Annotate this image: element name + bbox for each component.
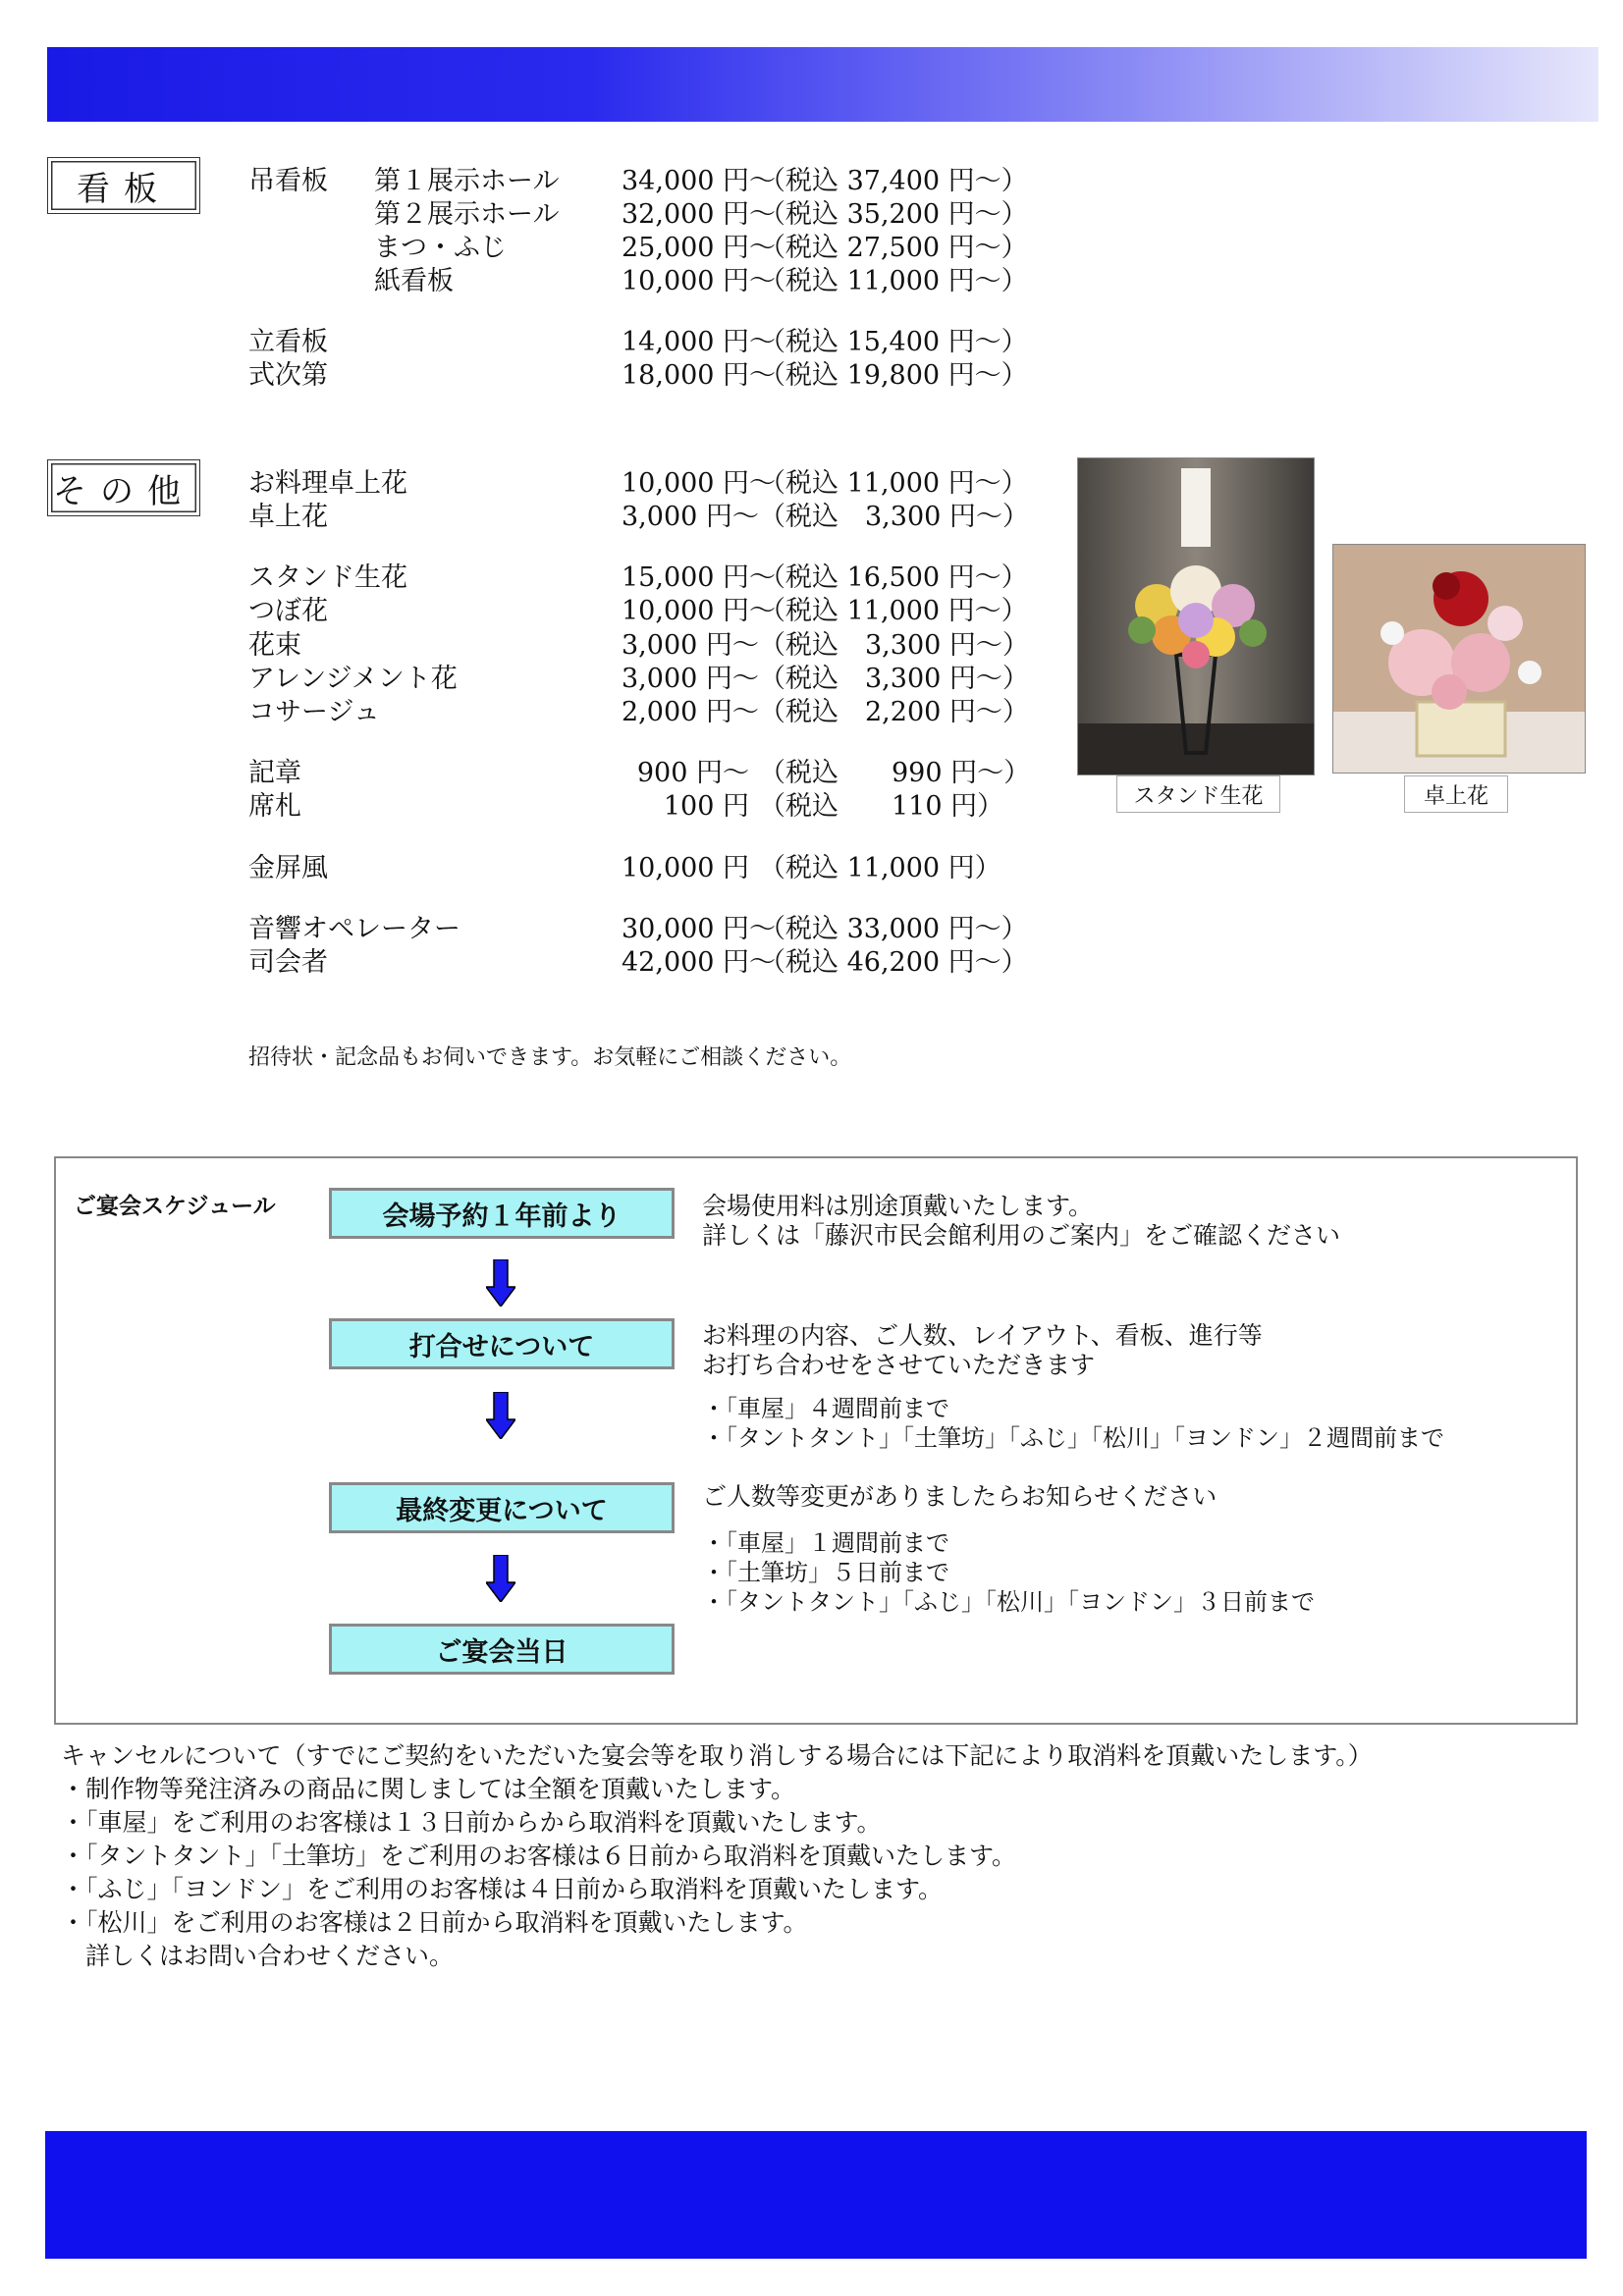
step-final-change: 最終変更について — [329, 1482, 675, 1533]
schedule-text-line: ・「車屋」１週間前まで — [702, 1529, 949, 1557]
item-price: 3,000 円～ — [622, 664, 759, 694]
item-name: 音響オペレーター — [248, 914, 460, 944]
item-name: 席札 — [248, 791, 301, 822]
step-meeting: 打合せについて — [329, 1318, 675, 1369]
table-flower-photo — [1332, 544, 1586, 774]
down-arrow-icon — [486, 1259, 515, 1307]
item-price-tax: （税込 2,200 円～） — [759, 697, 1029, 727]
item-price-tax: （税込 990 円～） — [759, 758, 1031, 788]
item-subname: 第１展示ホール — [374, 166, 560, 196]
section-label-kanban: 看板 — [47, 157, 200, 214]
item-price-tax: （税込 35,200 円～） — [759, 199, 1028, 230]
item-name: 式次第 — [248, 360, 328, 391]
item-price-tax: （税込 3,300 円～） — [759, 664, 1029, 694]
item-price: 30,000 円～ — [622, 914, 777, 944]
header-band — [47, 47, 1598, 122]
cancel-item: ・「車屋」をご利用のお客様は１３日前からから取消料を頂戴いたします。 — [61, 1808, 882, 1837]
item-price: 10,000 円～ — [622, 468, 777, 499]
item-price: 32,000 円～ — [622, 199, 777, 230]
item-subname: 紙看板 — [374, 266, 454, 296]
item-name: 金屏風 — [248, 853, 328, 883]
cancel-item: ・「タントタント」「土筆坊」をご利用のお客様は６日前から取消料を頂戴いたします。 — [61, 1842, 1017, 1870]
cancel-item: ・「ふじ」「ヨンドン」をご利用のお客様は４日前から取消料を頂戴いたします。 — [61, 1875, 944, 1903]
item-name: 司会者 — [248, 947, 328, 978]
schedule-text-line: ・「タントタント」「ふじ」「松川」「ヨンドン」３日前まで — [702, 1588, 1315, 1616]
item-price: 100 円 — [663, 791, 749, 822]
schedule-deadlines-final-change — [702, 1528, 1315, 1617]
schedule-text-line: 詳しくは「藤沢市民会館利用のご案内」をご確認ください — [702, 1221, 1341, 1250]
schedule-text-final-change — [702, 1482, 1217, 1512]
item-name: 吊看板 — [248, 166, 328, 196]
item-price: 10,000 円～ — [622, 266, 777, 296]
item-name: コサージュ — [248, 697, 380, 727]
item-price: 34,000 円～ — [622, 166, 777, 196]
item-price-tax: （税込 15,400 円～） — [759, 327, 1028, 357]
item-price-tax: （税込 110 円） — [759, 791, 1004, 822]
cancel-item: ・「松川」をご利用のお客様は２日前から取消料を頂戴いたします。 — [61, 1908, 808, 1937]
item-price-tax: （税込 11,000 円～） — [759, 596, 1028, 626]
stand-flower-photo — [1077, 457, 1315, 775]
item-price: 25,000 円～ — [622, 233, 777, 263]
item-name: アレンジメント花 — [248, 664, 458, 694]
item-price-tax: （税込 46,200 円～） — [759, 947, 1028, 978]
schedule-title: ご宴会スケジュール — [74, 1194, 276, 1219]
cancel-heading: キャンセルについて（すでにご契約をいただいた宴会等を取り消しする場合には下記により取消料を頂戴いたします。） — [61, 1741, 1373, 1770]
item-price-tax: （税込 27,500 円～） — [759, 233, 1028, 263]
item-price: 3,000 円～ — [622, 502, 759, 532]
schedule-text-meeting — [702, 1321, 1263, 1380]
cancel-item: ・制作物等発注済みの商品に関しましては全額を頂戴いたします。 — [61, 1775, 796, 1803]
item-price: 3,000 円～ — [622, 630, 759, 661]
schedule-text-reservation — [702, 1192, 1340, 1251]
item-name: 記章 — [248, 758, 301, 788]
item-price: 900 円～ — [636, 758, 749, 788]
step-banquet-day: ご宴会当日 — [329, 1624, 675, 1675]
table-flower-caption: 卓上花 — [1404, 775, 1508, 813]
schedule-text-line: お打ち合わせをさせていただきます — [702, 1351, 1096, 1379]
item-name: つぼ花 — [248, 596, 328, 626]
item-price: 18,000 円～ — [622, 360, 777, 391]
schedule-text-line: ご人数等変更がありましたらお知らせください — [702, 1482, 1217, 1511]
down-arrow-icon — [486, 1555, 515, 1602]
schedule-text-line: 会場使用料は別途頂戴いたします。 — [702, 1192, 1094, 1220]
schedule-text-line: ・「車屋」４週間前まで — [702, 1395, 949, 1422]
schedule-text-line: ・「タントタント」「土筆坊」「ふじ」「松川」「ヨンドン」２週間前まで — [702, 1424, 1444, 1452]
schedule-text-line: お料理の内容、ご人数、レイアウト、看板、進行等 — [702, 1321, 1263, 1350]
item-price: 10,000 円 — [622, 853, 750, 883]
item-price-tax: （税込 11,000 円～） — [759, 468, 1028, 499]
item-name: 花束 — [248, 630, 301, 661]
item-name: スタンド生花 — [248, 562, 407, 593]
item-price: 14,000 円～ — [622, 327, 777, 357]
item-price-tax: （税込 3,300 円～） — [759, 630, 1029, 661]
footer-band — [45, 2131, 1587, 2259]
schedule-box — [54, 1156, 1578, 1725]
item-price-tax: （税込 19,800 円～） — [759, 360, 1028, 391]
cancellation-policy — [61, 1739, 1373, 1973]
item-price: 10,000 円～ — [622, 596, 777, 626]
down-arrow-icon — [486, 1392, 515, 1439]
item-name: 立看板 — [248, 327, 328, 357]
item-price: 2,000 円～ — [622, 697, 759, 727]
item-price: 15,000 円～ — [622, 562, 777, 593]
item-subname: 第２展示ホール — [374, 199, 560, 230]
item-price-tax: （税込 11,000 円） — [759, 853, 1001, 883]
item-price-tax: （税込 16,500 円～） — [759, 562, 1028, 593]
step-reservation: 会場予約１年前より — [329, 1188, 675, 1239]
item-price: 42,000 円～ — [622, 947, 777, 978]
cancel-footer: 詳しくはお問い合わせください。 — [61, 1942, 455, 1970]
invitation-note: 招待状・記念品もお伺いできます。お気軽にご相談ください。 — [248, 1045, 852, 1070]
item-price-tax: （税込 37,400 円～） — [759, 166, 1028, 196]
section-label-other: その他 — [47, 459, 200, 516]
schedule-deadlines-meeting — [702, 1394, 1444, 1453]
item-price-tax: （税込 3,300 円～） — [759, 502, 1029, 532]
schedule-text-line: ・「土筆坊」５日前まで — [702, 1559, 949, 1586]
item-name: お料理卓上花 — [248, 468, 407, 499]
item-subname: まつ・ふじ — [374, 233, 507, 263]
item-name: 卓上花 — [248, 502, 328, 532]
stand-flower-caption: スタンド生花 — [1116, 775, 1280, 813]
item-price-tax: （税込 33,000 円～） — [759, 914, 1028, 944]
item-price-tax: （税込 11,000 円～） — [759, 266, 1028, 296]
